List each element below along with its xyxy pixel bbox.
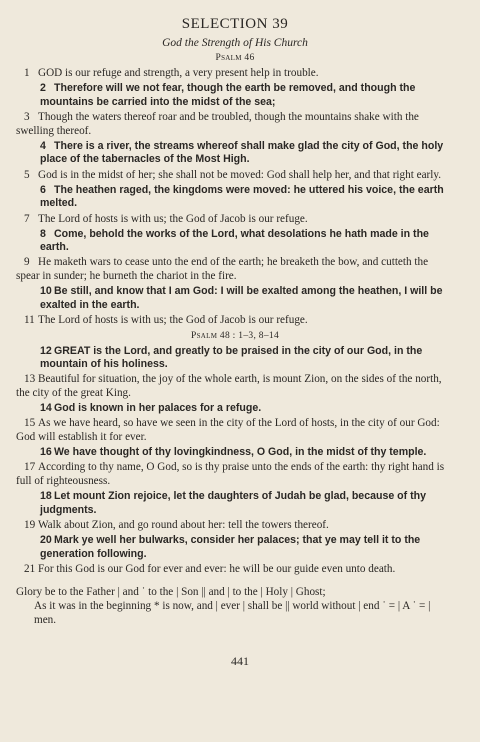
verse-4: 4 There is a river, the streams whereof shall make glad the city of God, the holy place of the tabernacles of the Most High. (40, 139, 444, 166)
verse-18: 18 Let mount Zion rejoice, let the daughters of Judah be glad, because of thy judgments. (40, 490, 427, 516)
verse-5: 5 God is in the midst of her; she shall not be moved: God shall help her, and that right early. (24, 168, 442, 181)
verse-2: 2 Therefore will we not fear, though the earth be removed, and though the mountains be carried into the midst of the sea; (40, 82, 416, 108)
psalm-heading-46: Psalm 46 (215, 53, 255, 63)
verse-13: 13 Beautiful for situation, the joy of the whole earth, is mount Zion, on the sides of the north, the city of the great King. (16, 373, 442, 399)
gloria-patri (16, 586, 454, 627)
verse-7: 7 The Lord of hosts is with us; the God of Jacob is our refuge. (24, 212, 308, 225)
verse-15: 15 As we have heard, so have we seen in the city of the Lord of hosts, in the city of our God: God will establish it for ever. (16, 417, 440, 443)
gloria-line-1: Glory be to the Father | and ˙ to the | Son || and | to the | Holy | Ghost; (16, 586, 326, 599)
verse-17: 17 According to thy name, O God, so is thy praise unto the ends of the earth: thy right hand is full of righteousness. (16, 461, 445, 487)
selection-subtitle: God the Strength of His Church (162, 37, 308, 49)
verse-16: 16 We have thought of thy lovingkindness, O God, in the midst of thy temple. (40, 446, 427, 459)
verse-9: 9 He maketh wars to cease unto the end of the earth; he breaketh the bow, and cutteth the spear in sunder; he burneth the chariot in the fire. (16, 256, 429, 283)
page-number: 441 (231, 654, 249, 668)
verse-20: 20 Mark ye well her bulwarks, consider her palaces; that ye may tell it to the generation following. (40, 534, 421, 560)
verse-list-psalm-46 (16, 67, 454, 328)
psalm-heading-48: Psalm 48 : 1–3, 8–14 (191, 330, 279, 341)
verse-6: 6 The heathen raged, the kingdoms were moved: he uttered his voice, the earth melted. (40, 183, 444, 210)
verse-10: 10 Be still, and know that I am God: I will be exalted among the heathen, I will be exalted in the earth. (40, 285, 443, 311)
verse-8: 8 Come, behold the works of the Lord, what desolations he hath made in the earth. (40, 227, 429, 254)
verse-12: 12 GREAT is the Lord, and greatly to be praised in the city of our God, in the mountain of his holiness. (40, 344, 423, 371)
verse-14: 14 God is known in her palaces for a refuge. (40, 402, 262, 415)
selection-title: SELECTION 39 (181, 16, 289, 32)
verse-11: 11 The Lord of hosts is with us; the God of Jacob is our refuge. (24, 314, 308, 327)
verse-list-psalm-48 (16, 345, 454, 577)
verse-21: 21 For this God is our God for ever and ever: he will be our guide even unto death. (24, 562, 396, 575)
verse-3: 3 Though the waters thereof roar and be troubled, though the mountains shake with the swelling thereof. (16, 110, 419, 137)
gloria-line-2: As it was in the beginning * is now, and | ever | shall be || world without | end ˙ = | A ˙ = | men. (34, 600, 431, 626)
verse-19: 19 Walk about Zion, and go round about her: tell the towers thereof. (24, 518, 329, 531)
verse-1: 1 GOD is our refuge and strength, a very present help in trouble. (24, 67, 319, 79)
